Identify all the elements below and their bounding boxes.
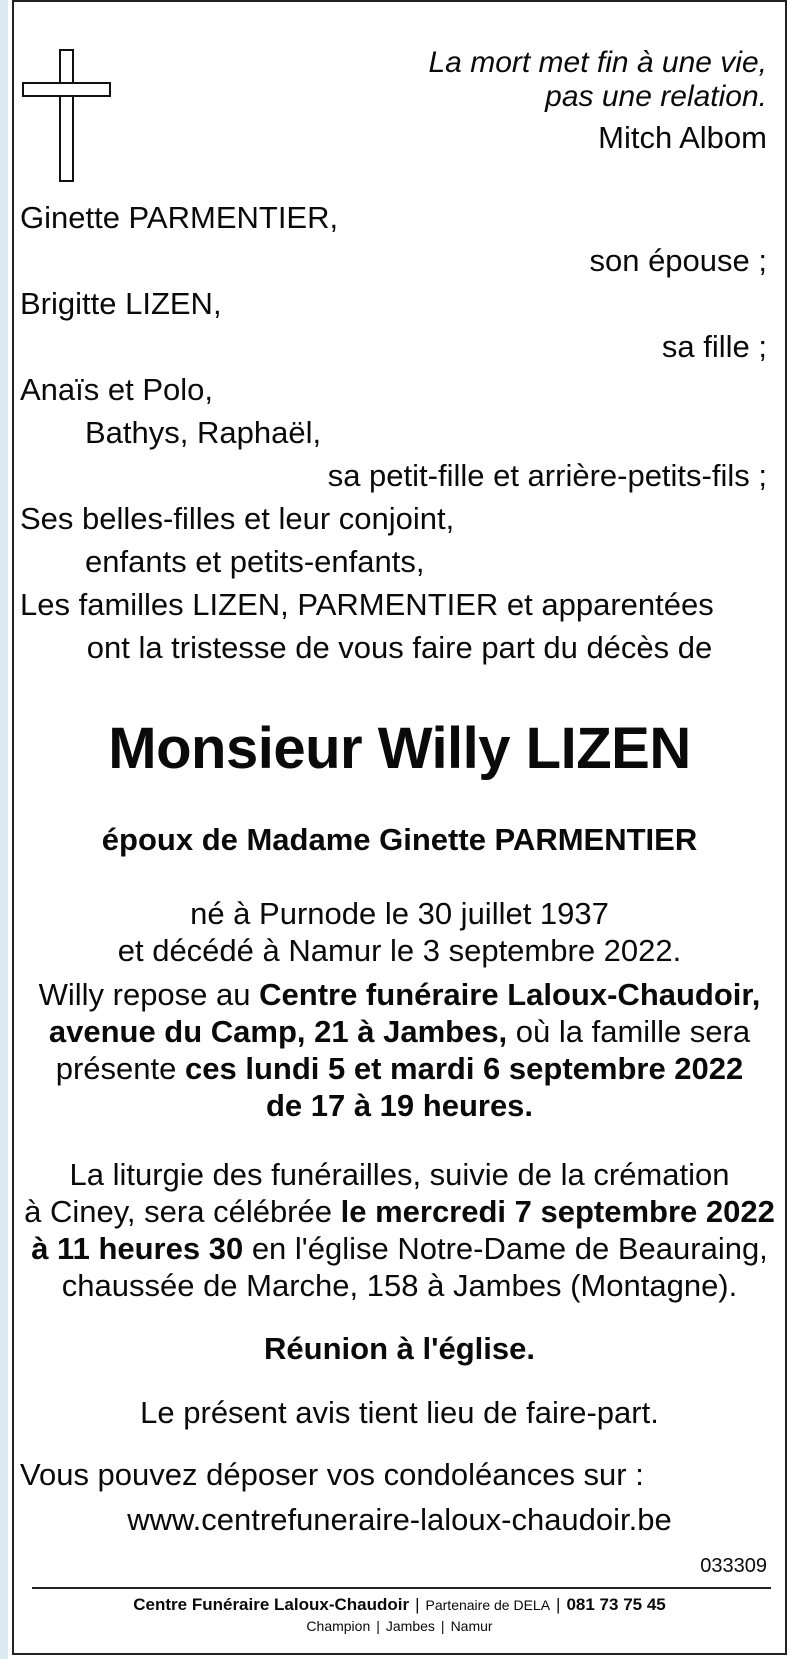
birth-line: né à Purnode le 30 juillet 1937 — [190, 896, 609, 931]
daughters-in-law-family: enfants et petits-enfants, — [85, 544, 425, 579]
visitation-line-2 — [14, 1016, 785, 1047]
funeral-line-3 — [14, 1233, 785, 1264]
condolences-line: Vous pouvez déposer vos condoléances sur : — [20, 1457, 644, 1492]
funeral-address: chaussée de Marche, 158 à Jambes (Montagne). — [61, 1268, 738, 1303]
side-color-band — [0, 0, 8, 1659]
visitation-text-2: où la famille sera — [507, 1014, 751, 1049]
daughter-name: Brigitte LIZEN, — [20, 286, 222, 321]
funeral-line-2 — [14, 1196, 785, 1227]
families-line: Les familles LIZEN, PARMENTIER et apparentées — [20, 587, 714, 622]
quote-line-1: La mort met fin à une vie, — [428, 46, 767, 79]
daughters-in-law: Ses belles-filles et leur conjoint, — [20, 501, 455, 536]
funeral-text: à Ciney, sera célébrée — [24, 1194, 341, 1229]
footer-main: Centre Funéraire Laloux-Chaudoir | Partenaire de DELA | 081 73 75 45 — [133, 1595, 666, 1614]
grandchildren-line-1: Anaïs et Polo, — [20, 372, 214, 407]
daughter-role: sa fille ; — [661, 329, 767, 364]
spouse-role: son épouse ; — [589, 243, 767, 278]
visitation-line-3 — [14, 1053, 785, 1084]
visitation-dates: ces lundi 5 et mardi 6 septembre 2022 — [185, 1051, 744, 1086]
death-line: et décédé à Namur le 3 septembre 2022. — [117, 933, 682, 968]
footer-partner: Partenaire de DELA — [425, 1597, 551, 1613]
funeral-church: en l'église Notre-Dame de Beauraing, — [243, 1231, 768, 1266]
footer-location-jambes: Jambes — [385, 1618, 435, 1634]
visitation-text: Willy repose au — [38, 977, 260, 1012]
reference-number: 033309 — [700, 1555, 767, 1577]
condolences-website[interactable]: www.centrefuneraire-laloux-chaudoir.be — [127, 1502, 672, 1537]
visitation-hours: de 17 à 19 heures. — [265, 1088, 534, 1123]
deceased-name: Monsieur Willy LIZEN — [108, 716, 691, 781]
footer-location-champion: Champion — [306, 1618, 371, 1634]
funeral-home-address: avenue du Camp, 21 à Jambes, — [48, 1014, 508, 1049]
quote-author: Mitch Albom — [598, 120, 767, 155]
footer-divider — [32, 1587, 771, 1589]
visitation-line-1 — [14, 979, 785, 1010]
funeral-time: à 11 heures 30 — [31, 1231, 244, 1266]
spouse-name: Ginette PARMENTIER, — [20, 200, 339, 235]
footer-locations: Champion | Jambes | Namur — [306, 1618, 493, 1634]
deceased-spouse-line: époux de Madame Ginette PARMENTIER — [101, 822, 698, 857]
obituary-notice — [12, 0, 787, 1655]
footer-phone[interactable]: 081 73 75 45 — [566, 1595, 666, 1614]
footer-location-namur: Namur — [450, 1618, 493, 1634]
funeral-date: le mercredi 7 septembre 2022 — [340, 1194, 775, 1229]
funeral-line-1: La liturgie des funérailles, suivie de la crémation — [69, 1157, 730, 1192]
quote-line-2: pas une relation. — [545, 80, 767, 113]
visitation-text-3: présente — [55, 1051, 185, 1086]
notice-line: Le présent avis tient lieu de faire-part. — [140, 1395, 659, 1430]
funeral-home-name: Centre funéraire Laloux-Chaudoir, — [259, 977, 761, 1012]
footer-company: Centre Funéraire Laloux-Chaudoir — [133, 1595, 410, 1614]
announcement-line: ont la tristesse de vous faire part du décès de — [86, 630, 713, 665]
grandchildren-line-2: Bathys, Raphaël, — [85, 415, 322, 450]
meeting-note: Réunion à l'église. — [264, 1331, 535, 1366]
grandchildren-role: sa petit-fille et arrière-petits-fils ; — [327, 458, 767, 493]
